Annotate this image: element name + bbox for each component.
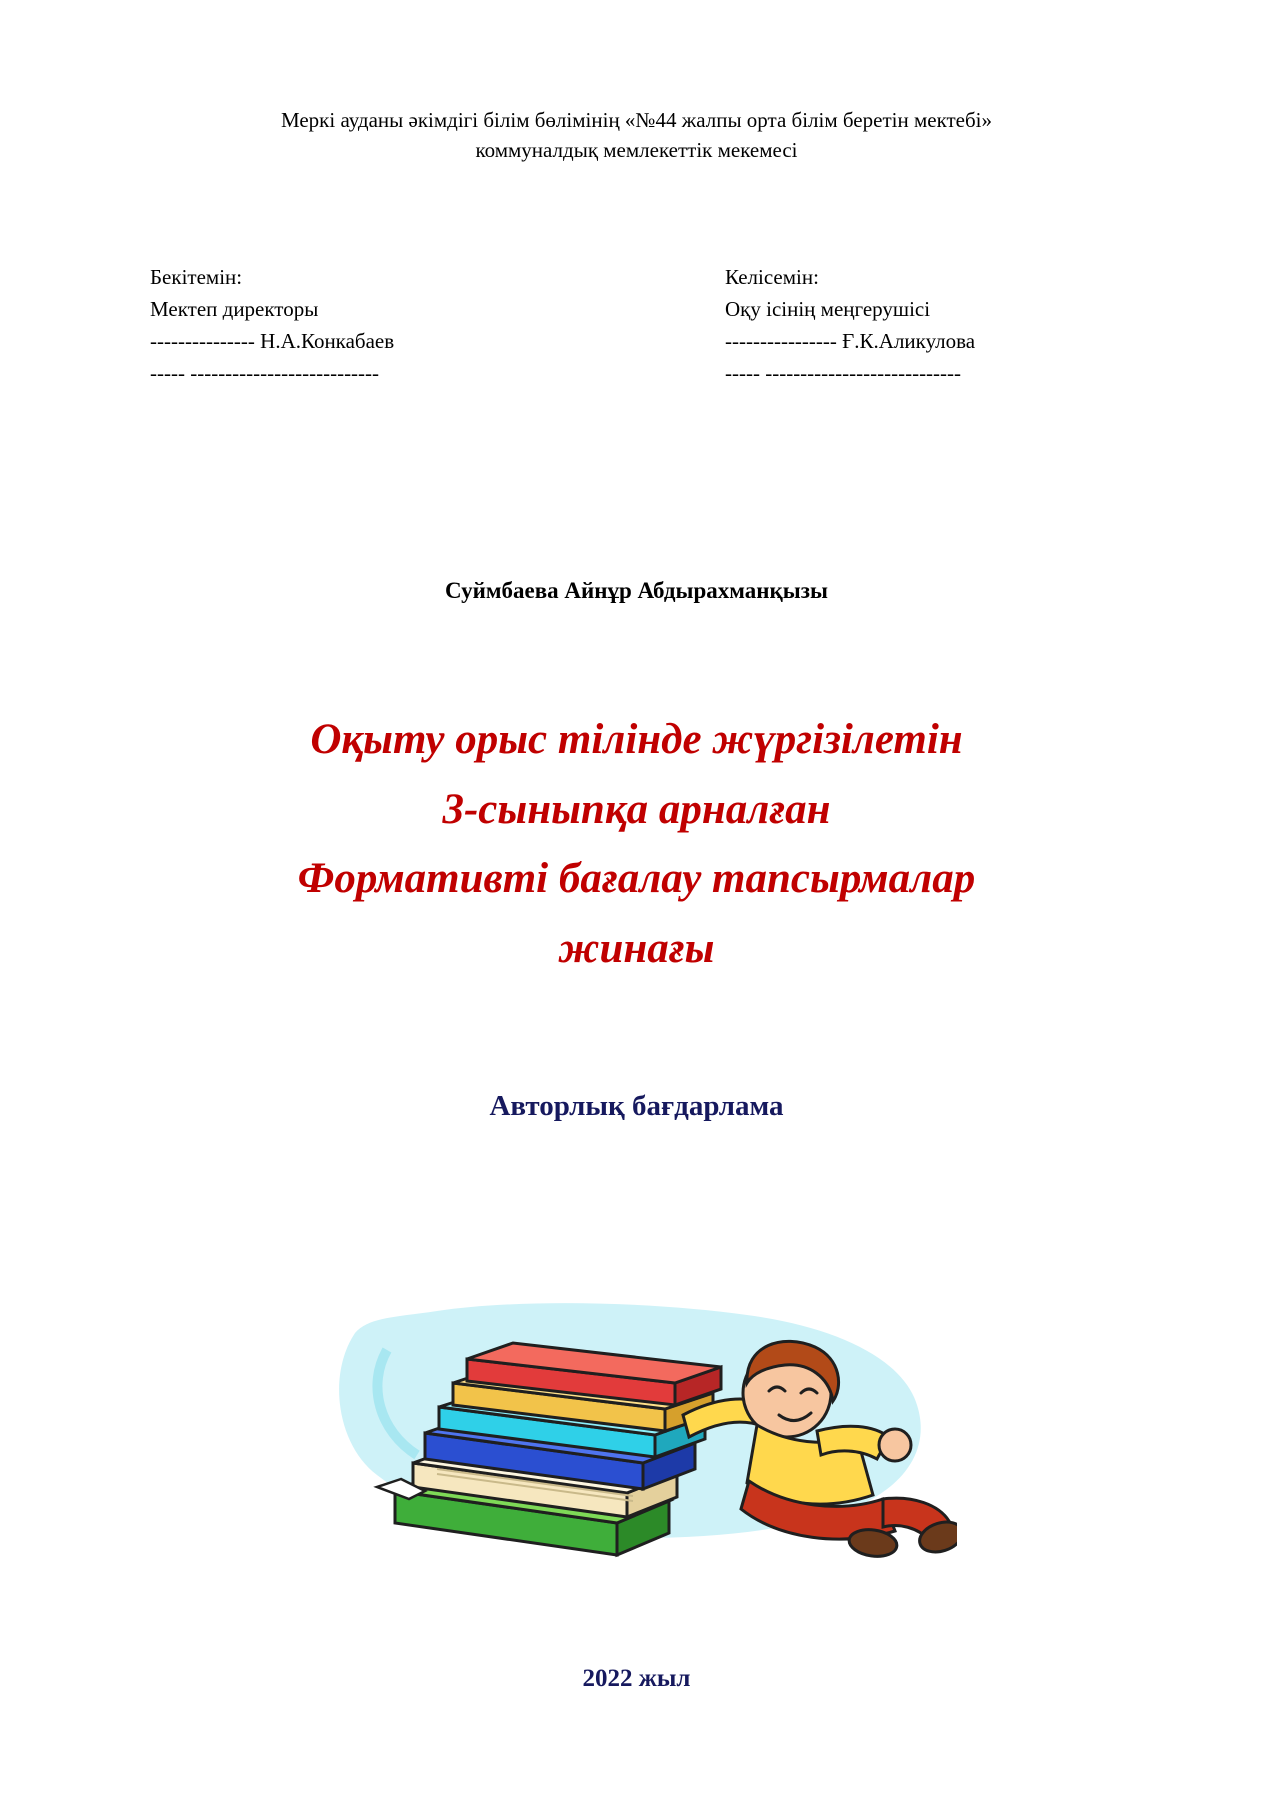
books-illustration-graphic [317, 1255, 957, 1585]
year-label: 2022 жыл [582, 1665, 691, 1692]
page-subtitle: Авторлық бағдарлама [489, 1090, 784, 1122]
page-title-line-4: жинағы [558, 924, 715, 972]
page-title-line-3: Формативті бағалау тапсырмалар [297, 855, 976, 903]
approval-right-label: Келісемін: [725, 265, 819, 289]
institution-header-line-1: Меркі ауданы әкімдігі білім бөлімінің «№44 жалпы орта білім беретін мектебі» [280, 108, 993, 132]
page-title [150, 705, 1123, 984]
approval-left-column [150, 262, 725, 390]
approval-left-signature-line: --------------- Н.А.Конкабаев [150, 328, 395, 353]
approval-left-label: Бекітемін: [150, 265, 243, 289]
approval-right-signature-line: ---------------- Ғ.К.Аликулова [725, 328, 976, 353]
books-illustration [317, 1255, 957, 1585]
page-title-line-1: Оқыту орыс тілінде жүргізілетін [310, 716, 963, 763]
institution-header [140, 105, 1133, 166]
page-title-line-2: 3-сыныпқа арналған [442, 785, 831, 833]
approval-left-date-line: ----- --------------------------- [150, 360, 380, 385]
institution-header-line-2: коммуналдық мемлекеттік мекемесі [475, 138, 798, 163]
approval-block [150, 262, 1153, 390]
approval-left-role: Мектеп директоры [150, 296, 319, 321]
approval-right-column [725, 262, 1153, 390]
approval-right-role: Оқу ісінің меңгерушісі [725, 296, 931, 321]
approval-right-date-line: ----- ---------------------------- [725, 360, 962, 385]
author-name: Суймбаева Айнұр Абдырахманқызы [445, 578, 828, 603]
